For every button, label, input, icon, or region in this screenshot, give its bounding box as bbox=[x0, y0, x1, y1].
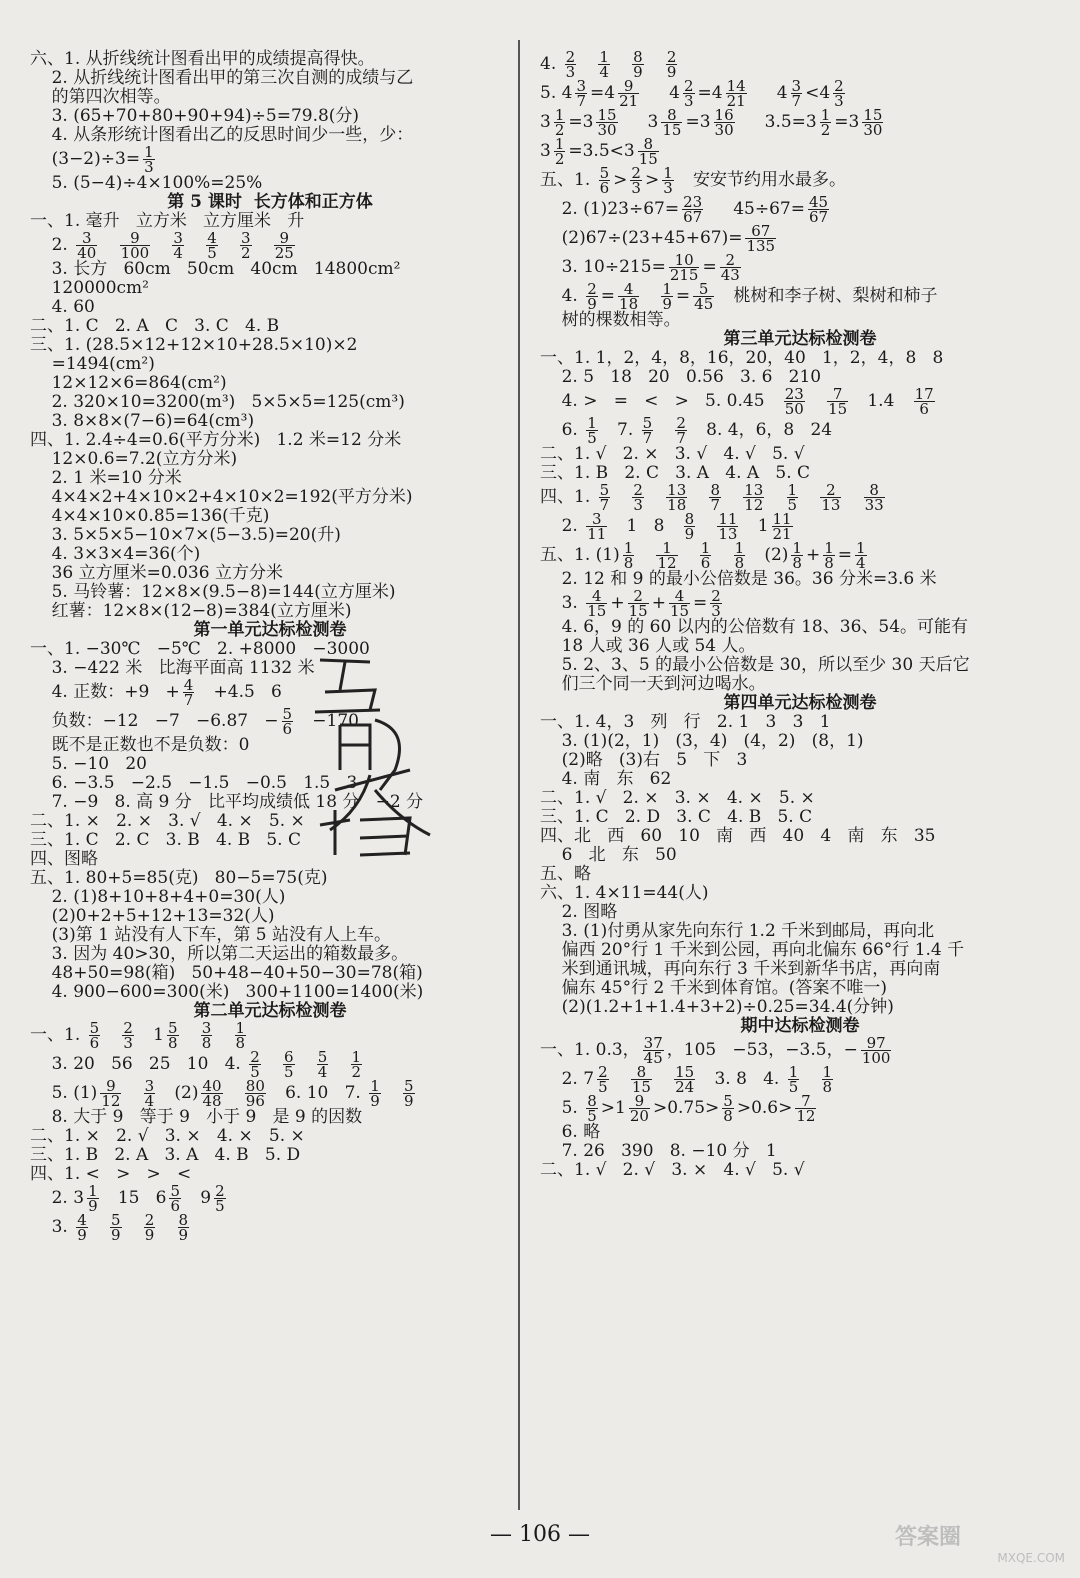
watermark-url: MXQE.COM bbox=[997, 1551, 1065, 1565]
answer-line: 12×0.6=7.2(立方分米) bbox=[30, 449, 238, 469]
fraction: $\frac{6}{5}$ bbox=[284, 1048, 294, 1081]
fraction: $\frac{23}{67}$ bbox=[683, 193, 703, 226]
fraction: $\frac{1}{12}$ bbox=[657, 539, 677, 572]
answer-line: 3. 10÷215= $\frac{10}{215}$ = $\frac{2}{43}$ bbox=[540, 251, 740, 284]
answer-line: 3 $\frac{1}{2}$ =3.5<3 $\frac{8}{15}$ bbox=[540, 135, 658, 168]
answer-line: 2. $\frac{3}{40}$ $\frac{9}{100}$ $\frac{3}{4}$ $\frac{4}{5}$ $\frac{3}{2}$ $\frac{9}{25}$ bbox=[30, 229, 294, 262]
answer-line: 6. 略 bbox=[540, 1122, 601, 1142]
fraction: $\frac{5}{8}$ bbox=[723, 1092, 733, 1125]
section-heading: 期中达标检测卷 bbox=[740, 1016, 860, 1036]
fraction: $\frac{5}{7}$ bbox=[599, 481, 610, 514]
fraction: $\frac{1}{8}$ bbox=[792, 539, 802, 572]
fraction: $\frac{1}{2}$ bbox=[554, 106, 565, 139]
fraction: $\frac{1}{2}$ bbox=[820, 106, 831, 139]
answer-line: 们三个同一天到河边喝水。 bbox=[540, 674, 766, 694]
answer-line: 120000cm² bbox=[30, 278, 149, 298]
fraction: $\frac{5}{6}$ bbox=[599, 164, 610, 197]
page-number-text: 106 bbox=[519, 1522, 561, 1547]
answer-line: 3. 8×8×(7−6)=64(cm³) bbox=[30, 411, 255, 431]
answer-line: 4. 从条形统计图看出乙的反思时间少一些，少： bbox=[30, 125, 414, 145]
section-heading: 第 5 课时 长方体和正方体 bbox=[167, 192, 373, 212]
answer-line: 4. 60 bbox=[30, 297, 95, 317]
fraction: $\frac{67}{135}$ bbox=[746, 222, 776, 255]
fraction: $\frac{1}{5}$ bbox=[788, 1063, 799, 1096]
fraction: $\frac{9}{20}$ bbox=[629, 1092, 649, 1125]
answer-line: 6. −3.5 −2.5 −1.5 −0.5 1.5 3 bbox=[30, 773, 358, 793]
fraction: $\frac{2}{5}$ bbox=[250, 1048, 260, 1081]
fraction: $\frac{5}{6}$ bbox=[282, 705, 293, 738]
fraction: $\frac{14}{21}$ bbox=[726, 77, 746, 110]
fraction: $\frac{2}{3}$ bbox=[711, 587, 721, 620]
answer-line: 36 立方厘米=0.036 立方分米 bbox=[30, 563, 283, 583]
answer-line: 6. $\frac{1}{5}$ 7. $\frac{5}{7}$ $\frac{2}{7}$ 8. 4，6，8 24 bbox=[540, 414, 833, 447]
answer-line: 3 $\frac{1}{2}$ =3 $\frac{15}{30}$ 3 $\frac{8}{15}$ =3 $\frac{16}{30}$ 3.5=3 $\frac{1}{2}$ =3 $\frac{15}{30}$ bbox=[540, 106, 883, 139]
answer-line: 偏西 20°行 1 千米到公园，再向北偏东 66°行 1.4 千 bbox=[540, 940, 965, 960]
answer-line: 3. $\frac{4}{15}$ + $\frac{2}{15}$ + $\frac{4}{15}$ = $\frac{2}{3}$ bbox=[540, 587, 721, 620]
answer-line: 5. 马铃薯：12×8×(9.5−8)=144(立方厘米) bbox=[30, 582, 396, 602]
answer-line: 二、1. C 2. A C 3. C 4. B bbox=[30, 316, 280, 336]
fraction: $\frac{15}{30}$ bbox=[597, 106, 617, 139]
fraction: $\frac{10}{215}$ bbox=[669, 251, 699, 284]
answer-line: 既不是正数也不是负数：0 bbox=[30, 735, 250, 755]
fraction: $\frac{1}{3}$ bbox=[663, 164, 673, 197]
fraction: $\frac{1}{8}$ bbox=[623, 539, 634, 572]
answer-line: (2)0+2+5+12+13=32(人) bbox=[30, 906, 275, 926]
answer-line: 2. 从折线统计图看出甲的第三次自测的成绩与乙 bbox=[30, 68, 414, 88]
fraction: $\frac{1}{9}$ bbox=[370, 1077, 380, 1110]
answer-line: 一、1. 毫升 立方米 立方厘米 升 bbox=[30, 211, 305, 231]
fraction: $\frac{1}{8}$ bbox=[824, 539, 834, 572]
column-divider bbox=[518, 40, 520, 1510]
fraction: $\frac{1}{2}$ bbox=[351, 1048, 362, 1081]
fraction: $\frac{37}{45}$ bbox=[643, 1034, 663, 1067]
fraction: $\frac{9}{12}$ bbox=[101, 1077, 121, 1110]
handwriting-mark bbox=[300, 650, 460, 860]
answer-line: 二、1. × 2. × 3. √ 4. × 5. × bbox=[30, 811, 305, 831]
answer-line: =1494(cm²) bbox=[30, 354, 155, 374]
fraction: $\frac{8}{9}$ bbox=[684, 510, 695, 543]
answer-line: 红薯：12×8×(12−8)=384(立方厘米) bbox=[30, 601, 352, 621]
answer-line: 四、1. < > > < bbox=[30, 1164, 192, 1184]
fraction: $\frac{1}{8}$ bbox=[822, 1063, 833, 1096]
fraction: $\frac{8}{9}$ bbox=[633, 48, 643, 81]
answer-line: 4. 南 东 62 bbox=[540, 769, 672, 789]
answer-line: 四、图略 bbox=[30, 849, 98, 869]
fraction: $\frac{40}{48}$ bbox=[202, 1077, 222, 1110]
answer-line: 4. $\frac{2}{9}$ = $\frac{4}{18}$ $\frac{1}{9}$ = $\frac{5}{45}$ 桃树和李子树、梨树和柿子 bbox=[540, 280, 938, 313]
answer-line: 7. 26 390 8. −10 分 1 bbox=[540, 1141, 777, 1161]
answer-line: 三、1. (28.5×12+12×10+28.5×10)×2 bbox=[30, 335, 358, 355]
fraction: $\frac{2}{5}$ bbox=[598, 1063, 608, 1096]
fraction: $\frac{8}{15}$ bbox=[631, 1063, 651, 1096]
answer-line: 二、1. √ 2. √ 3. × 4. √ 5. √ bbox=[540, 1160, 805, 1180]
answer-line: 六、1. 4×11=44(人) bbox=[540, 883, 709, 903]
answer-line: 3. $\frac{4}{9}$ $\frac{5}{9}$ $\frac{2}{9}$ $\frac{8}{9}$ bbox=[30, 1211, 189, 1244]
section-heading: 第四单元达标检测卷 bbox=[723, 693, 877, 713]
answer-line: 4×4×10×0.85=136(千克) bbox=[30, 506, 270, 526]
fraction: $\frac{3}{40}$ bbox=[77, 229, 97, 262]
answer-line: 5. 4 $\frac{3}{7}$ =4 $\frac{9}{21}$ 4 $\frac{2}{3}$ =4 $\frac{14}{21}$ 4 $\frac{3}{7}$ <4 $\frac{2}{3}$ bbox=[540, 77, 844, 110]
fraction: $\frac{8}{33}$ bbox=[864, 481, 884, 514]
answer-line: 2. (1)8+10+8+4+0=30(人) bbox=[30, 887, 286, 907]
fraction: $\frac{2}{9}$ bbox=[666, 48, 677, 81]
fraction: $\frac{1}{4}$ bbox=[599, 48, 609, 81]
fraction: $\frac{3}{2}$ bbox=[240, 229, 251, 262]
answer-line: 8. 大于 9 等于 9 小于 9 是 9 的因数 bbox=[30, 1107, 363, 1127]
fraction: $\frac{2}{5}$ bbox=[215, 1182, 225, 1215]
answer-line: 四、北 西 60 10 南 西 40 4 南 东 35 bbox=[540, 826, 936, 846]
answer-line: (3−2)÷3= $\frac{1}{3}$ bbox=[30, 143, 154, 176]
fraction: $\frac{2}{9}$ bbox=[144, 1211, 155, 1244]
fraction: $\frac{3}{11}$ bbox=[587, 510, 607, 543]
answer-line: 四、1. 2.4÷4=0.6(平方分米) 1.2 米=12 分米 bbox=[30, 430, 402, 450]
answer-line: 一、1. 1，2，4，8，16，20，40 1，2，4，8 8 bbox=[540, 348, 944, 368]
answer-line: 3. (65+70+80+90+94)÷5=79.8(分) bbox=[30, 106, 360, 126]
fraction: $\frac{2}{7}$ bbox=[676, 414, 686, 447]
fraction: $\frac{8}{15}$ bbox=[662, 106, 682, 139]
answer-line: 2. 5 18 20 0.56 3. 6 210 bbox=[540, 367, 822, 387]
fraction: $\frac{8}{5}$ bbox=[587, 1092, 597, 1125]
answer-line: 3. 5×5×5−10×7×(5−3.5)=20(升) bbox=[30, 525, 341, 545]
fraction: $\frac{2}{15}$ bbox=[628, 587, 648, 620]
answer-line: 2. 图略 bbox=[540, 902, 618, 922]
fraction: $\frac{5}{6}$ bbox=[89, 1019, 100, 1052]
answer-line: (2)67÷(23+45+67)= $\frac{67}{135}$ bbox=[540, 222, 776, 255]
answer-line: 4. 3×3×4=36(个) bbox=[30, 544, 201, 564]
fraction: $\frac{3}{4}$ bbox=[173, 229, 183, 262]
fraction: $\frac{5}{45}$ bbox=[694, 280, 714, 313]
answer-line: 12×12×6=864(cm²) bbox=[30, 373, 227, 393]
answer-line: 2. 7 $\frac{2}{5}$ $\frac{8}{15}$ $\frac{15}{24}$ 3. 8 4. $\frac{1}{5}$ $\frac{1}{8}$ bbox=[540, 1063, 833, 1096]
answer-line: (2)略 (3)右 5 下 3 bbox=[540, 750, 748, 770]
fraction: $\frac{2}{3}$ bbox=[633, 481, 643, 514]
fraction: $\frac{8}{15}$ bbox=[638, 135, 658, 168]
fraction: $\frac{45}{67}$ bbox=[808, 193, 829, 226]
answer-line: 五、略 bbox=[540, 864, 591, 884]
answer-line: 树的棵数相等。 bbox=[540, 310, 681, 330]
watermark-text: 答案圈 bbox=[895, 1525, 962, 1550]
fraction: $\frac{97}{100}$ bbox=[861, 1034, 891, 1067]
answer-line: 4×4×2+4×10×2+4×10×2=192(平方分米) bbox=[30, 487, 413, 507]
answer-line: 7. −9 8. 高 9 分 比平均成绩低 18 分 −2 分 bbox=[30, 792, 424, 812]
fraction: $\frac{4}{18}$ bbox=[619, 280, 639, 313]
answer-line: 48+50=98(箱) 50+48−40+50−30=78(箱) bbox=[30, 963, 423, 983]
fraction: $\frac{13}{18}$ bbox=[667, 481, 687, 514]
fraction: $\frac{1}{5}$ bbox=[787, 481, 798, 514]
section-heading: 第二单元达标检测卷 bbox=[193, 1001, 347, 1021]
fraction: $\frac{1}{3}$ bbox=[144, 143, 154, 176]
answer-line: 一、1. 4，3 列 行 2. 1 3 3 1 bbox=[540, 712, 831, 732]
fraction: $\frac{1}{5}$ bbox=[587, 414, 597, 447]
fraction: $\frac{5}{6}$ bbox=[170, 1182, 181, 1215]
answer-line: 3. (1)(2，1) (3，4) (4，2) (8，1) bbox=[540, 731, 864, 751]
fraction: $\frac{7}{15}$ bbox=[828, 385, 848, 418]
answer-line: 5. (1) $\frac{9}{12}$ $\frac{3}{4}$ (2) $\frac{40}{48}$ $\frac{80}{96}$ 6. 10 7. $\frac{1}{9}$ $\frac{5}{9}$ bbox=[30, 1077, 414, 1110]
answer-line: 4. 正数：+9 + $\frac{4}{7}$ +4.5 6 bbox=[30, 676, 282, 709]
answer-line: 米到通讯城，再向东行 3 千米到新华书店，再向南 bbox=[540, 959, 941, 979]
fraction: $\frac{9}{25}$ bbox=[274, 229, 294, 262]
fraction: $\frac{2}{13}$ bbox=[821, 481, 841, 514]
answer-line: 3. 20 56 25 10 4. $\frac{2}{5}$ $\frac{6}{5}$ $\frac{5}{4}$ $\frac{1}{2}$ bbox=[30, 1048, 362, 1081]
fraction: $\frac{11}{13}$ bbox=[718, 510, 738, 543]
fraction: $\frac{23}{50}$ bbox=[784, 385, 804, 418]
fraction: $\frac{15}{30}$ bbox=[863, 106, 883, 139]
fraction: $\frac{2}{43}$ bbox=[720, 251, 740, 284]
answer-line: 18 人或 36 人或 54 人。 bbox=[540, 636, 756, 656]
fraction: $\frac{1}{8}$ bbox=[235, 1019, 246, 1052]
answer-line: 五、1. (1) $\frac{1}{8}$ $\frac{1}{12}$ $\frac{1}{6}$ $\frac{1}{8}$ (2) $\frac{1}{8}$ + $\frac{1}{8}$ = $\frac{1}{4}$ bbox=[540, 539, 866, 572]
fraction: $\frac{11}{21}$ bbox=[772, 510, 792, 543]
answer-line: 一、1. $\frac{5}{6}$ $\frac{2}{3}$ 1 $\frac{5}{8}$ $\frac{3}{8}$ $\frac{1}{8}$ bbox=[30, 1019, 246, 1052]
answer-line: 3. (1)付勇从家先向东行 1.2 千米到邮局，再向北 bbox=[540, 921, 935, 941]
page-number: — 106 — bbox=[490, 1522, 590, 1547]
fraction: $\frac{5}{4}$ bbox=[317, 1048, 328, 1081]
answer-line: 4. > = < > 5. 0.45 $\frac{23}{50}$ $\frac{7}{15}$ 1.4 $\frac{17}{6}$ bbox=[540, 385, 934, 418]
fraction: $\frac{3}{4}$ bbox=[144, 1077, 155, 1110]
answer-line: 3. −422 米 比海平面高 1132 米 bbox=[30, 658, 315, 678]
answer-line: 3. 长方 60cm 50cm 40cm 14800cm² bbox=[30, 259, 401, 279]
section-heading: 第一单元达标检测卷 bbox=[193, 620, 347, 640]
fraction: $\frac{1}{4}$ bbox=[856, 539, 866, 572]
answer-line: 三、1. C 2. D 3. C 4. B 5. C bbox=[540, 807, 813, 827]
fraction: $\frac{2}{3}$ bbox=[631, 164, 641, 197]
fraction: $\frac{8}{7}$ bbox=[710, 481, 721, 514]
fraction: $\frac{5}{7}$ bbox=[642, 414, 653, 447]
answer-line: 2. 3 $\frac{1}{9}$ 15 6 $\frac{5}{6}$ 9 $\frac{2}{5}$ bbox=[30, 1182, 225, 1215]
fraction: $\frac{17}{6}$ bbox=[914, 385, 934, 418]
watermark-logo bbox=[895, 1520, 1065, 1570]
fraction: $\frac{1}{8}$ bbox=[734, 539, 745, 572]
fraction: $\frac{1}{2}$ bbox=[554, 135, 565, 168]
answer-line: 三、1. B 2. A 3. A 4. B 5. D bbox=[30, 1145, 301, 1165]
answer-line: 4. 6，9 的 60 以内的公倍数有 18、36、54。可能有 bbox=[540, 617, 969, 637]
right-column bbox=[540, 50, 1060, 1180]
answer-line: (3)第 1 站没有人下车，第 5 站没有人上车。 bbox=[30, 925, 391, 945]
fraction: $\frac{3}{7}$ bbox=[791, 77, 802, 110]
answer-line: 5. −10 20 bbox=[30, 754, 147, 774]
answer-line: 5. $\frac{8}{5}$ >1 $\frac{9}{20}$ >0.75> $\frac{5}{8}$ >0.6> $\frac{7}{12}$ bbox=[540, 1092, 816, 1125]
fraction: $\frac{4}{5}$ bbox=[207, 229, 217, 262]
fraction: $\frac{5}{8}$ bbox=[167, 1019, 178, 1052]
answer-line: 偏东 45°行 2 千米到体育馆。(答案不唯一) bbox=[540, 978, 888, 998]
answer-line: 二、1. √ 2. × 3. × 4. × 5. × bbox=[540, 788, 815, 808]
fraction: $\frac{7}{12}$ bbox=[796, 1092, 816, 1125]
fraction: $\frac{4}{7}$ bbox=[183, 676, 194, 709]
fraction: $\frac{8}{9}$ bbox=[178, 1211, 189, 1244]
answer-line: 四、1. $\frac{5}{7}$ $\frac{2}{3}$ $\frac{13}{18}$ $\frac{8}{7}$ $\frac{13}{12}$ $\frac{1}{5}$ $\frac{2}{13}$ $\frac{8}{33}$ bbox=[540, 481, 884, 514]
answer-line: 3. 因为 40>30，所以第二天运出的箱数最多。 bbox=[30, 944, 409, 964]
answer-line: 4. 900−600=300(米) 300+1100=1400(米) bbox=[30, 982, 424, 1002]
answer-line: (2)(1.2+1+1.4+3+2)÷0.25=34.4(分钟) bbox=[540, 997, 894, 1017]
answer-line: 负数：−12 −7 −6.87 − $\frac{5}{6}$ −170 bbox=[30, 705, 359, 738]
fraction: $\frac{4}{15}$ bbox=[587, 587, 607, 620]
answer-line: 五、1. $\frac{5}{6}$ > $\frac{2}{3}$ > $\frac{1}{3}$ 安安节约用水最多。 bbox=[540, 164, 846, 197]
answer-line: 二、1. √ 2. × 3. √ 4. √ 5. √ bbox=[540, 444, 805, 464]
answer-line: 一、1. −30℃ −5℃ 2. +8000 −3000 bbox=[30, 639, 370, 659]
fraction: $\frac{5}{9}$ bbox=[111, 1211, 121, 1244]
answer-line: 三、1. C 2. C 3. B 4. B 5. C bbox=[30, 830, 301, 850]
answer-line: 五、1. 80+5=85(克) 80−5=75(克) bbox=[30, 868, 328, 888]
fraction: $\frac{2}{3}$ bbox=[684, 77, 694, 110]
fraction: $\frac{5}{9}$ bbox=[403, 1077, 414, 1110]
left-column bbox=[30, 50, 510, 1242]
fraction: $\frac{2}{3}$ bbox=[565, 48, 576, 81]
answer-line: 2. 320×10=3200(m³) 5×5×5=125(cm³) bbox=[30, 392, 405, 412]
fraction: $\frac{4}{15}$ bbox=[669, 587, 690, 620]
answer-line: 的第四次相等。 bbox=[30, 87, 171, 107]
section-heading: 第三单元达标检测卷 bbox=[723, 329, 877, 349]
fraction: $\frac{2}{3}$ bbox=[834, 77, 844, 110]
answer-line: 5. 2、3、5 的最小公倍数是 30，所以至少 30 天后它 bbox=[540, 655, 970, 675]
fraction: $\frac{80}{96}$ bbox=[245, 1077, 265, 1110]
fraction: $\frac{1}{9}$ bbox=[88, 1182, 98, 1215]
answer-line: 2. (1)23÷67= $\frac{23}{67}$ 45÷67= $\frac{45}{67}$ bbox=[540, 193, 829, 226]
fraction: $\frac{4}{9}$ bbox=[77, 1211, 87, 1244]
answer-line: 4. $\frac{2}{3}$ $\frac{1}{4}$ $\frac{8}{9}$ $\frac{2}{9}$ bbox=[540, 48, 677, 81]
answer-line: 三、1. B 2. C 3. A 4. A 5. C bbox=[540, 463, 811, 483]
fraction: $\frac{3}{8}$ bbox=[201, 1019, 212, 1052]
answer-line: 6 北 东 50 bbox=[540, 845, 677, 865]
fraction: $\frac{13}{12}$ bbox=[744, 481, 764, 514]
fraction: $\frac{2}{9}$ bbox=[587, 280, 597, 313]
answer-line: 2. 1 米=10 分米 bbox=[30, 468, 182, 488]
fraction: $\frac{1}{6}$ bbox=[700, 539, 711, 572]
fraction: $\frac{2}{3}$ bbox=[123, 1019, 133, 1052]
fraction: $\frac{15}{24}$ bbox=[675, 1063, 695, 1096]
answer-line: 二、1. × 2. √ 3. × 4. × 5. × bbox=[30, 1126, 305, 1146]
answer-line: 5. (5−4)÷4×100%=25% bbox=[30, 173, 263, 193]
fraction: $\frac{1}{9}$ bbox=[662, 280, 672, 313]
fraction: $\frac{16}{30}$ bbox=[714, 106, 734, 139]
answer-line: 六、1. 从折线统计图看出甲的成绩提高得快。 bbox=[30, 49, 375, 69]
answer-line: 2. 12 和 9 的最小公倍数是 36。36 分米=3.6 米 bbox=[540, 569, 937, 589]
fraction: $\frac{9}{100}$ bbox=[120, 229, 150, 262]
fraction: $\frac{9}{21}$ bbox=[619, 77, 639, 110]
answer-line: 一、1. 0.3， $\frac{37}{45}$ ，105 −53，−3.5，− $\frac{97}{100}$ bbox=[540, 1034, 891, 1067]
answer-line: 2. $\frac{3}{11}$ 1 8 $\frac{8}{9}$ $\frac{11}{13}$ 1 $\frac{11}{21}$ bbox=[540, 510, 792, 543]
fraction: $\frac{3}{7}$ bbox=[576, 77, 586, 110]
